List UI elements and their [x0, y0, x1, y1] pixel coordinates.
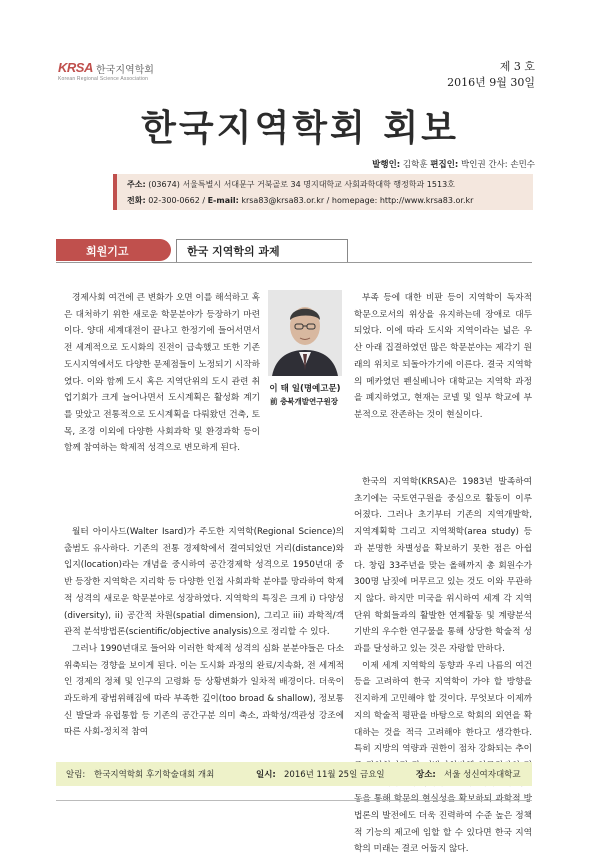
- society-logo: [58, 60, 168, 94]
- paragraph: 경제사회 여건에 큰 변화가 오면 이를 해석하고 혹은 대처하기 위한 새로운 학문분야가 등장하기 마련이다. 양대 세계대전이 끝나고 한정기에 들어서면서 전 세계적으로 도시화의 진전이 급속했고 또한 기존 도시지역에서도 다양한 문제점들이 노정되기 시작하였다. 이와 함께 도시 혹은 지역단위의 도시 관련 취업기회가 크게 늘어나면서 도시계획은 활성화 계기를 맞았고 전통적으로 도시계획을 다뤄왔던 건축, 토목, 조경 이외에 다양한 사회과학 및 환경과학 등이 함께 참여하는 학제적 성격으로 변모하게 된다.: [64, 293, 260, 454]
- notice-place: 서울 성신여자대학교: [444, 770, 521, 780]
- staff-line: [372, 158, 535, 170]
- secretary-label: 간사:: [488, 160, 508, 170]
- phone: 02-300-0662: [148, 196, 200, 205]
- paragraph: 이제 세계 지역학의 동향과 우리 나름의 여건 등을 고려하여 한국 지역학이 가야 할 방향을 진지하게 고민해야 할 것이다. 무엇보다 이제까지의 학술적 평판을 바탕으로 학회의 외연을 확대하는 것을 적극 고려해야 한다고 생각한다. 특히 지방의 역량과 권한이 점차 강화되는 추이 법론의 발전에도 더욱 진력하여 수준 높은 정책적 기능의 제고에 임할 할 수 있다면 한국 지역학의 미래는 결코 어둡지 않다.: [354, 660, 532, 855]
- notice-date: 2016년 11월 25일 금요일: [284, 770, 385, 780]
- publisher-label: 발행인:: [372, 160, 401, 170]
- secretary: 손민수: [510, 160, 535, 170]
- author-photo: [268, 290, 342, 376]
- email-link[interactable]: krsa83@krsa83.or.kr: [241, 196, 325, 205]
- newsletter-title: 한국지역학회 회보: [141, 108, 459, 149]
- address-label: 주소:: [127, 180, 146, 189]
- issue-date: 2016년 9월 30일: [447, 76, 535, 89]
- issue-number: 제 3 호: [499, 60, 535, 73]
- author-portrait-icon: [268, 290, 342, 376]
- publisher: 김학훈: [402, 160, 428, 170]
- notice-date-label: 일시:: [256, 770, 276, 780]
- logo-korean-name: 한국지역학회: [96, 65, 154, 76]
- section-tab: [56, 239, 171, 261]
- phone-label: 전화:: [127, 196, 146, 205]
- notice-text: 한국지역학회 후기학술대회 개최: [94, 770, 215, 780]
- section-tab-label: 회원기고: [86, 245, 129, 258]
- section-divider: [56, 262, 532, 263]
- homepage-link[interactable]: http://www.krsa83.or.kr: [379, 196, 474, 205]
- author-name: 이 태 일(명예고문): [269, 384, 341, 394]
- notice-bar: [56, 762, 532, 786]
- homepage-label: homepage:: [331, 196, 378, 205]
- editor-label: 편집인:: [430, 160, 459, 170]
- article-column-left-upper: [64, 290, 260, 457]
- email-label: E-mail:: [207, 196, 239, 205]
- paragraph: 부족 등에 대한 비판 등이 지역학이 독자적 학문으로서의 위상을 유지하는데 장애로 대두되었다. 이에 따라 도시와 지역이라는 넓은 우산 아래 집결하였던 많은 학문분야는 제각기 원래의 위치로 되돌아가기에 이른다. 결국 지역학의 메카였던 펜실베니아 대학교는 지역학 과정을 폐지하였고, 현재는 코넬 및 일부 학교에 부분적으로 잔존하는 것이 현실이다.: [354, 293, 532, 420]
- logo-mark: KRSA: [58, 60, 93, 75]
- paragraph: 그러나 1990년대로 들어와 이러한 학제적 성격의 심화 분분야들은 다소 위축되는 경향을 보이게 된다. 이는 도시화 과정의 완료/지속화, 전 세계적인 경제의 정체 및 인구의 고령화 등 상황변화가 일차적 배경이다. 더욱이 과도하게 광범위해짐에 따라 부족한 깊이(too broad & shallow), 정보통신 발달과 유럽통합 등 기존의 공간구분 의미 축소, 과학성/객관성 강조에 따른 사회-정치적 참여: [64, 643, 344, 738]
- editor: 박인권: [461, 160, 486, 170]
- contact-box: [113, 174, 533, 210]
- paragraph: 한국의 지역학(KRSA)은 1983년 발족하여 초기에는 국토연구원을 중심으로 활동이 이루어졌다. 그러나 초기부터 기존의 지역개발학, 지역계획학 그리고 지역책학(area study) 등과 분명한 차별성을 확보하기 못한 점은 아쉽다. 창립 33주년을 맞는 올해까지 총 회원수가 300명 남짓에 머무르고 있는 것도 이와 무관하지 않다. 하지만 미국을 위시하여 세계 각 지역단위 학회들과의 활발한 연계활동 및 계량분석 기반의 우수한 연구물을 통해 상당한 학술적 성과를 달성하고 있는 것은 자랑할 만하다.: [354, 477, 532, 655]
- contact-line: 전화: 02-300-0662 / E-mail: krsa83@krsa83.or.kr / homepage: http://www.krsa83.or.kr: [127, 196, 474, 205]
- address-line: [127, 179, 455, 190]
- address: (03674) 서울특별시 서대문구 거북골로 34 명지대학교 사회과학대학 행정학과 1513호: [148, 180, 455, 189]
- logo-english-name: Korean Regional Science Association: [58, 76, 149, 82]
- article-title-box: [176, 239, 348, 263]
- paragraph: 월터 아이사드(Walter Isard)가 주도한 지역학(Regional Science)의 출범도 유사하다. 기존의 전통 경제학에서 결여되었던 거리(distance)와 입지(location)라는 개념을 중시하여 공간경제학 성격으로 1950년대 중반 등장한 지역학은 지리학 등 다양한 인접 사회과학 분야를 망라하여 학제적 성격의 새로운 학문분야로 성장하였다. 지역학의 특징은 크게 i) 다양성(diversity), ii) 공간적 차원(spatial dimension), 그리고 iii) 과학적/객관적 분석방법론(scientific/objective analysis)으로 정리할 수 있다.: [64, 527, 344, 638]
- article-title: 한국 지역학의 과제: [187, 245, 280, 258]
- notice-label: 알림:: [66, 770, 86, 780]
- article-column-right-upper: [354, 290, 532, 424]
- bottom-divider: [56, 800, 532, 801]
- article-column-left-lower: [64, 524, 344, 741]
- author-position: 前 충북개발연구원장: [269, 397, 339, 406]
- notice-place-label: 장소:: [416, 770, 436, 780]
- contact-accent-bar: [113, 174, 117, 210]
